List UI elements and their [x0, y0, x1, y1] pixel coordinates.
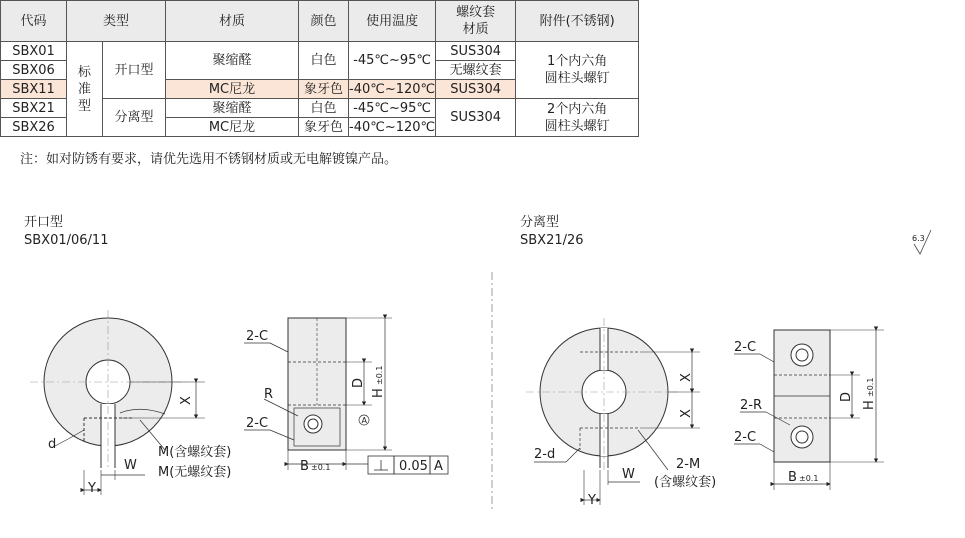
accessory-line: 圆柱头螺钉 — [544, 71, 610, 86]
open-dim-h: H — [371, 388, 386, 398]
material-cell: MC尼龙 — [166, 118, 299, 137]
open-dim-y: Y — [88, 481, 96, 496]
thread-cell: 无螺纹套 — [436, 61, 516, 80]
note-text: 注：如对防锈有要求，请优先选用不锈钢材质或无电解镀镍产品。 — [20, 152, 398, 167]
open-dim-b: B — [300, 459, 309, 474]
open-label-m1: M(含螺纹套) — [158, 445, 232, 460]
accessory-line: 2个内六角 — [547, 101, 608, 117]
color-cell: 白色 — [299, 99, 349, 118]
split-type-models: SBX21/26 — [520, 233, 584, 248]
thread-cell: SUS304 — [436, 99, 516, 137]
code-cell: SBX06 — [1, 61, 67, 80]
temp-cell: -40℃~120℃ — [349, 81, 436, 97]
material-cell: MC尼龙 — [166, 80, 299, 99]
temp-cell: -45℃~95℃ — [349, 99, 436, 118]
header-color: 颜色 — [299, 1, 349, 42]
roughness-value: 6.3 — [912, 234, 925, 243]
color-cell: 象牙色 — [299, 80, 349, 99]
split-dim-h-tol: ±0.1 — [866, 377, 875, 397]
header-material: 材质 — [166, 1, 299, 42]
split-type-title: 分离型 — [520, 215, 560, 230]
split-dim-x-bottom: X — [679, 409, 694, 418]
surface-roughness-symbol — [912, 230, 931, 254]
open-dim-d: d — [48, 437, 57, 452]
open-type-title: 开口型 — [24, 215, 64, 230]
open-type-models: SBX01/06/11 — [24, 233, 109, 248]
subtype-open-cell: 开口型 — [103, 42, 166, 99]
open-tol-ref: A — [434, 459, 443, 474]
split-label-2r: 2-R — [740, 398, 762, 413]
subtype-split-cell: 分离型 — [103, 99, 166, 137]
type-group-char: 型 — [77, 98, 91, 114]
header-type: 类型 — [67, 1, 166, 42]
split-label-m1: 2-M — [676, 457, 701, 472]
open-label-r: R — [264, 387, 274, 402]
split-label-m2: (含螺纹套) — [654, 475, 717, 490]
split-label-2c-bottom: 2-C — [734, 430, 757, 445]
split-dim-h: H — [862, 400, 877, 410]
type-group-char: 准 — [77, 81, 91, 97]
material-cell: 聚缩醛 — [166, 99, 299, 118]
open-dim-w: W — [124, 458, 137, 473]
open-dim-d-bore: D — [351, 377, 366, 388]
split-dim-d: 2-d — [534, 447, 556, 462]
open-collar-side-view — [244, 318, 448, 474]
open-datum-a: A — [361, 416, 367, 425]
split-dim-b: B — [788, 470, 797, 485]
color-cell: 象牙色 — [299, 118, 349, 137]
thread-cell: SUS304 — [436, 42, 516, 61]
temp-cell: -45℃~95℃ — [349, 42, 436, 80]
open-dim-b-tol: ±0.1 — [311, 463, 331, 472]
open-label-2c-top: 2-C — [246, 329, 269, 344]
open-label-m2: M(无螺纹套) — [158, 465, 232, 480]
code-cell: SBX26 — [1, 118, 67, 137]
color-cell: 白色 — [299, 42, 349, 80]
header-thread-material-line1: 螺纹套 — [456, 5, 496, 20]
split-dim-x-top: X — [679, 373, 694, 382]
type-group-char: 标 — [77, 64, 91, 80]
split-dim-w: W — [622, 467, 635, 482]
code-cell: SBX21 — [1, 99, 67, 118]
code-cell: SBX01 — [1, 42, 67, 61]
open-tol-value: 0.05 — [399, 459, 428, 474]
header-thread-material-line2: 材质 — [462, 22, 489, 37]
open-label-2c-bottom: 2-C — [246, 416, 269, 431]
thread-cell: SUS304 — [436, 80, 516, 99]
open-dim-h-tol: ±0.1 — [375, 365, 384, 385]
accessory-line: 圆柱头螺钉 — [544, 118, 610, 134]
split-dim-b-tol: ±0.1 — [799, 474, 819, 483]
header-accessory: 附件(不锈钢) — [516, 1, 639, 42]
temp-cell: -40℃~120℃ — [349, 119, 436, 135]
split-dim-y: Y — [588, 493, 596, 508]
split-dim-d-bore: D — [839, 391, 854, 402]
split-label-2c-top: 2-C — [734, 340, 757, 355]
header-code: 代码 — [1, 1, 67, 42]
accessory-line: 1个内六角 — [547, 54, 608, 69]
header-temp: 使用温度 — [349, 1, 436, 42]
open-dim-x: X — [179, 396, 194, 405]
material-cell: 聚缩醛 — [166, 42, 299, 80]
code-cell: SBX11 — [1, 80, 67, 99]
